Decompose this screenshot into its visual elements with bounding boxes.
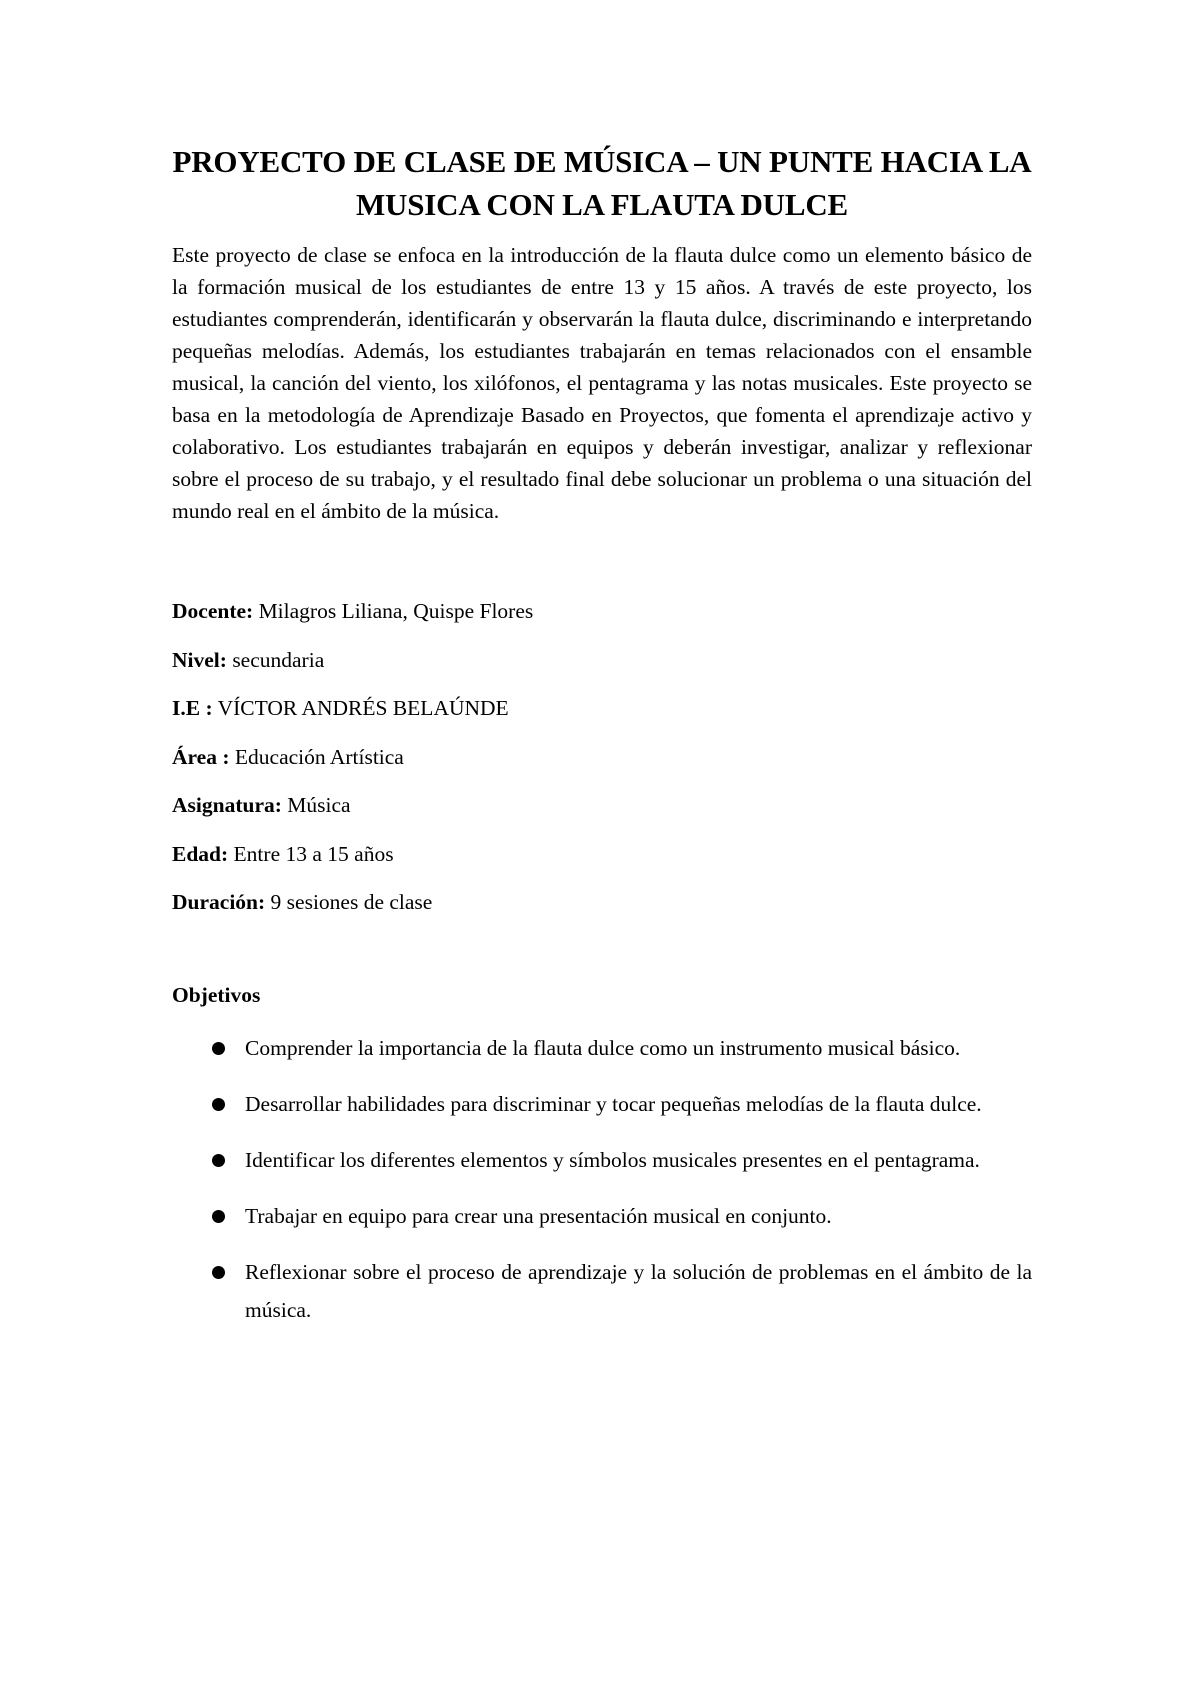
info-value: VÍCTOR ANDRÉS BELAÚNDE — [217, 696, 509, 720]
info-row-duracion — [172, 888, 1032, 916]
list-item — [172, 1029, 1032, 1067]
info-label: Edad: — [172, 841, 229, 866]
objective-text: Reflexionar sobre el proceso de aprendizaje y la solución de problemas en el ámbito de la música. — [245, 1260, 1032, 1322]
info-label: Nivel: — [172, 647, 227, 672]
objective-text: Desarrollar habilidades para discriminar y tocar pequeñas melodías de la flauta dulce. — [245, 1092, 982, 1116]
objectives-list — [172, 1029, 1032, 1329]
info-row-asignatura — [172, 791, 1032, 819]
document-content — [172, 140, 1032, 1347]
info-row-nivel — [172, 646, 1032, 674]
info-label: Duración: — [172, 890, 266, 914]
info-value: Educación Artística — [234, 744, 404, 769]
info-value: Música — [287, 793, 351, 817]
objective-text: Trabajar en equipo para crear una presentación musical en conjunto. — [245, 1204, 832, 1228]
info-label: Asignatura: — [172, 793, 282, 817]
info-value: 9 sesiones de clase — [270, 890, 433, 914]
info-row-area — [172, 743, 1032, 771]
bullet-icon — [212, 1266, 225, 1279]
document-title: PROYECTO DE CLASE DE MÚSICA – UN PUNTE HACIA LA MUSICA CON LA FLAUTA DULCE — [172, 144, 1032, 222]
info-label: Docente: — [172, 599, 254, 623]
info-label: I.E : — [172, 696, 213, 720]
list-item — [172, 1197, 1032, 1235]
list-item — [172, 1253, 1032, 1329]
info-label: Área : — [172, 744, 230, 769]
list-item — [172, 1141, 1032, 1179]
bullet-icon — [212, 1098, 225, 1111]
objectives-heading: Objetivos — [172, 983, 261, 1007]
info-row-docente — [172, 597, 1032, 625]
bullet-icon — [212, 1210, 225, 1223]
info-value: secundaria — [232, 647, 325, 672]
objective-text: Comprender la importancia de la flauta dulce como un instrumento musical básico. — [245, 1036, 961, 1060]
objective-text: Identificar los diferentes elementos y símbolos musicales presentes en el pentagrama. — [245, 1148, 980, 1172]
intro-paragraph: Este proyecto de clase se enfoca en la introducción de la flauta dulce como un elemento básico de la formación musical de los estudiantes de entre 13 y 15 años. A través de este proyecto, los estudiantes comprenderán, identificarán y observarán la flauta dulce, discriminando e interpretando pequeñas melodías. Además, los estudiantes trabajarán en temas relacionados con el ensamble musical, la canción del viento, los xilófonos, el pentagrama y las notas musicales. Este proyecto se basa en la metodología de Aprendizaje Basado en Proyectos, que fomenta el aprendizaje activo y colaborativo. Los estudiantes trabajarán en equipos y deberán investigar, analizar y reflexionar sobre el proceso de su trabajo, y el resultado final debe solucionar un problema o una situación del mundo real en el ámbito de la música. — [172, 243, 1032, 523]
info-row-edad — [172, 840, 1032, 868]
project-info — [172, 597, 1032, 916]
info-value: Entre 13 a 15 años — [233, 841, 394, 866]
bullet-icon — [212, 1042, 225, 1055]
bullet-icon — [212, 1154, 225, 1167]
list-item — [172, 1085, 1032, 1123]
info-value: Milagros Liliana, Quispe Flores — [258, 599, 534, 623]
info-row-ie — [172, 694, 1032, 722]
